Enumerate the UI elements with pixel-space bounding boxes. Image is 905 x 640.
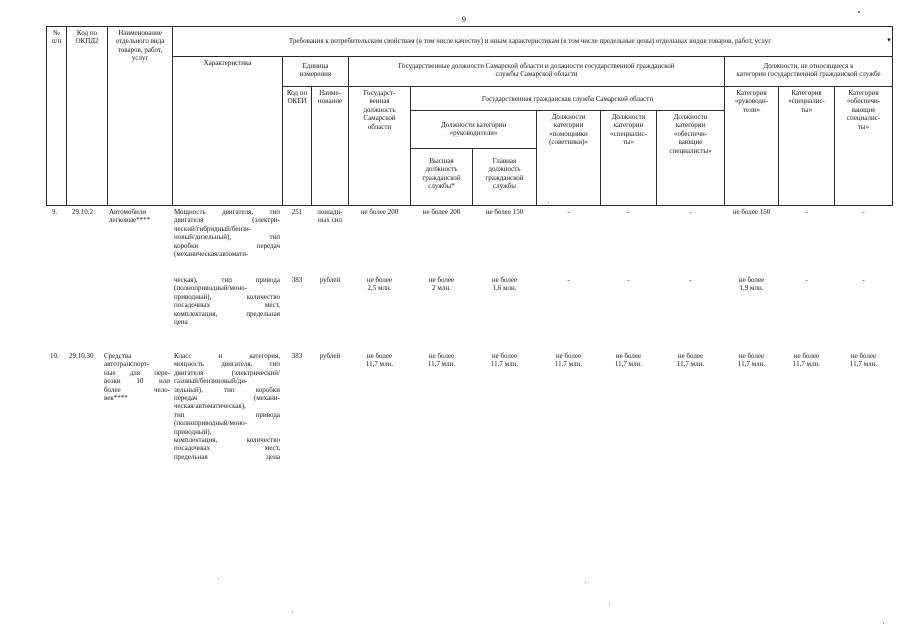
row-characteristic-cont: ческая), тип привода (полноприводный/моно- приводный), количество посадочных мест, комплектация, предельная цена <box>174 276 280 327</box>
cell-nc-leaders: не более 11,7 млн. <box>737 352 766 369</box>
cell-unit-code: 383 <box>291 352 303 360</box>
header-gov-state: Государст- венная должность Самарской области <box>363 89 396 131</box>
row-num: 10. <box>50 352 59 360</box>
header-unit-name: Наиме- нование <box>317 89 343 106</box>
header-support: Должности категории «обеспечи- вающие специалисты» <box>669 113 712 155</box>
row-name: Автомобили легковые**** <box>109 208 151 225</box>
header-specialists: Должности категории «специалис- ты» <box>610 113 647 147</box>
cell-main: не более 1,6 млн. <box>491 276 518 293</box>
cell-nc-specialists: - <box>805 276 808 284</box>
row-code: 29.10.2 <box>72 208 93 216</box>
cell-support: не более 11,7 млн. <box>676 352 705 369</box>
header-nc-specialists: Категория «специалис- ты» <box>788 89 825 114</box>
header-nc-support: Категория «обеспечи- вающие специалис- ты» <box>846 89 881 131</box>
cell-main: не более 150 <box>485 208 524 216</box>
header-characteristic: Характеристика <box>203 59 252 67</box>
cell-nc-support: не более 11,7 млн. <box>849 352 878 369</box>
header-non-gov: Должности, не относящиеся к категории государственной гражданской службе <box>736 62 881 79</box>
header-gov-positions: Государственные должности Самарской области и должности государственной гражданской службы Самарской области <box>398 62 675 79</box>
cell-nc-specialists: - <box>805 208 808 216</box>
cell-main: не более 11,7 млн. <box>490 352 519 369</box>
header-nc-leaders: Категория «руководи- тели» <box>734 89 769 114</box>
header-unit-code: Код по ОКЕИ <box>286 89 308 106</box>
cell-unit-code: 251 <box>291 208 303 216</box>
cell-highest: не более 2 млн. <box>428 276 455 293</box>
header-civil-service: Государственная гражданская служба Самарской области <box>481 95 654 103</box>
row-characteristic: Мощность двигателя, тип двигателя (электри- ческий/гибридный/бензи- новый/дизельный), тип коробки передач (механическая/автомати- <box>174 208 280 259</box>
row-code: 29.10.30 <box>69 352 94 360</box>
cell-assistants: - <box>567 276 570 284</box>
cell-unit-name: лошади- ных сил <box>317 208 343 225</box>
cell-unit-code: 383 <box>291 276 303 284</box>
row-name: Средства автотранспорт- ные для пере- возки 10 или более чело- век**** <box>104 352 170 403</box>
cell-gov: не более 2,5 млн. <box>366 276 393 293</box>
row-num: 9. <box>52 208 58 216</box>
header-requirements: Требования к потребительским свойствам (в том числе качеству) и иным характеристикам (в том числе предельные цены) отдельных видов товаров, работ, услуг <box>288 37 772 45</box>
cell-nc-leaders: не более 150 <box>732 208 771 216</box>
cell-support: - <box>689 276 692 284</box>
page-number: 9 <box>462 15 466 24</box>
row-characteristic: Класс и категория, мощность двигателя, тип двигателя (электрический/ газовый/бензиновый/ди- зельный), тип коробки передач (механи- ческая/автоматическая), тип привода (полноприводный/моно- приводный), комплектация, количество посадочных мест, предельная цена <box>174 352 280 461</box>
cell-specialists: - <box>627 208 630 216</box>
cell-highest: не более 200 <box>422 208 461 216</box>
header-name: Наименование отдельного вида товаров, работ, услуг <box>115 29 165 63</box>
header-assistants: Должности категории «помощники (советники)» <box>549 113 588 147</box>
header-unit: Единица измерения <box>299 62 332 79</box>
cell-assistants: не более 11,7 млн. <box>554 352 583 369</box>
header-code: Код по ОКПД2 <box>75 29 99 46</box>
header-num: № п/п <box>51 29 62 46</box>
cell-nc-leaders: не более 1,9 млн. <box>738 276 765 293</box>
cell-nc-support: - <box>862 208 865 216</box>
cell-specialists: не более 11,7 млн. <box>614 352 643 369</box>
cell-gov: не более 200 <box>360 208 399 216</box>
cell-unit-name: рублей <box>319 276 341 284</box>
cell-highest: не более 11,7 млн. <box>427 352 456 369</box>
cell-specialists: - <box>627 276 630 284</box>
header-main: Главная должность гражданской службы <box>485 157 524 191</box>
header-highest: Высшая должность гражданской службы* <box>422 157 461 191</box>
cell-nc-specialists: не более 11,7 млн. <box>792 352 821 369</box>
cell-support: - <box>689 208 692 216</box>
corner-mark: ▾ <box>887 36 891 44</box>
header-cat-leaders: Должности категории «руководители» <box>440 121 507 138</box>
cell-assistants: - <box>567 208 570 216</box>
cell-unit-name: рублей <box>319 352 341 360</box>
cell-gov: не более 11,7 млн. <box>365 352 394 369</box>
cell-nc-support: - <box>862 276 865 284</box>
